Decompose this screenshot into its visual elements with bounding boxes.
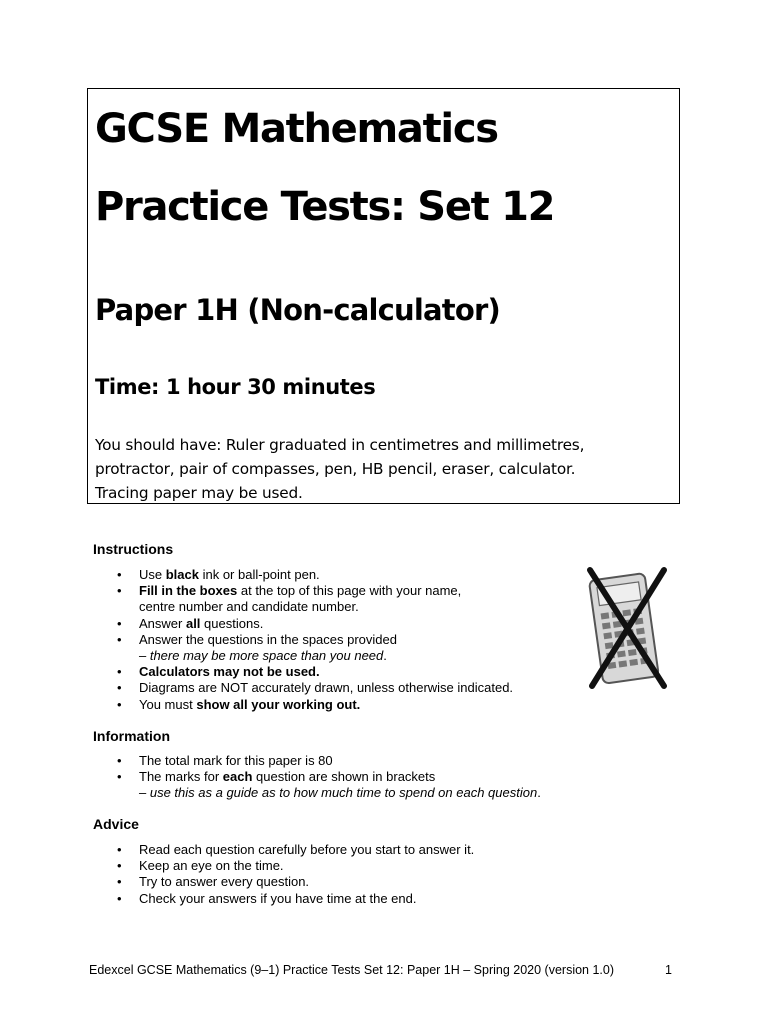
list-item: • Fill in the boxes at the top of this page with your name, centre number and candidate number. bbox=[93, 583, 513, 615]
list-item: • The total mark for this paper is 80 bbox=[93, 753, 541, 769]
title-line-2: Practice Tests: Set 12 bbox=[95, 184, 555, 230]
list-item: • Try to answer every question. bbox=[93, 874, 474, 890]
instructions-list bbox=[93, 567, 513, 713]
list-item: • Answer the questions in the spaces provided – there may be more space than you need. bbox=[93, 632, 513, 664]
advice-heading: Advice bbox=[93, 816, 139, 832]
page-number: 1 bbox=[665, 963, 672, 977]
information-heading: Information bbox=[93, 728, 170, 744]
list-item: • You must show all your working out. bbox=[93, 697, 513, 713]
time-allowed: Time: 1 hour 30 minutes bbox=[95, 375, 376, 399]
list-item: • Check your answers if you have time at the end. bbox=[93, 891, 474, 907]
equipment-line-3: Tracing paper may be used. bbox=[95, 484, 303, 502]
instructions-heading: Instructions bbox=[93, 541, 174, 557]
list-item: • Answer all questions. bbox=[93, 616, 513, 632]
advice-list bbox=[93, 842, 474, 907]
footer-text: Edexcel GCSE Mathematics (9–1) Practice Tests Set 12: Paper 1H – Spring 2020 (version 1.0) bbox=[89, 963, 615, 977]
list-item: • Use black ink or ball-point pen. bbox=[93, 567, 513, 583]
crossed-out-calculator-icon bbox=[584, 564, 670, 694]
equipment-text bbox=[95, 433, 675, 505]
information-list bbox=[93, 753, 541, 802]
list-item: • Read each question carefully before you start to answer it. bbox=[93, 842, 474, 858]
list-item: • Calculators may not be used. bbox=[93, 664, 513, 680]
title-box bbox=[87, 88, 680, 504]
title-line-1: GCSE Mathematics bbox=[95, 106, 498, 152]
list-item: • Diagrams are NOT accurately drawn, unless otherwise indicated. bbox=[93, 680, 513, 696]
equipment-line-1: You should have: Ruler graduated in centimetres and millimetres, bbox=[95, 436, 585, 454]
paper-name: Paper 1H (Non-calculator) bbox=[95, 293, 500, 327]
list-item: • Keep an eye on the time. bbox=[93, 858, 474, 874]
list-item: • The marks for each question are shown in brackets – use this as a guide as to how much time to spend on each question. bbox=[93, 769, 541, 801]
equipment-line-2: protractor, pair of compasses, pen, HB pencil, eraser, calculator. bbox=[95, 460, 576, 478]
